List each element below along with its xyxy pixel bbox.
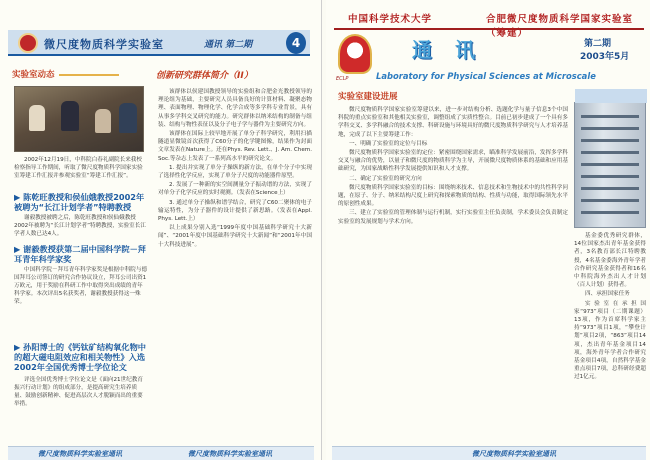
building-window-row (581, 163, 639, 166)
photo-person (61, 101, 79, 131)
paragraph: 该群体在国际上较早地开展了单分子科学研究，利用扫描隧道显微镜首次获得了C60分子的化学键图像，结果作为封面文章发表在Nature上。还在Phys. Rev. Lett.、J. Am. Chem. Soc.等杂志上发表了一系列高水平的研究论文。 (158, 131, 312, 162)
emblem-caption: ECLP (336, 76, 349, 82)
news-body: 评选全国优秀博士学位论文是《面向21世纪教育振兴行动计划》的组成部分，是提高研究生培养质量、鼓励创新精神、促进高层次人才脱颖而出的重要举措。 (14, 377, 143, 407)
photo-person (119, 103, 137, 133)
university-name: 中国科学技术大学 (348, 14, 433, 25)
right-column-body (574, 232, 646, 383)
left-header-band (8, 30, 310, 56)
news-title: ▶ 陈乾旺教授和侯仙娥教授2002年被聘为“长江计划学者”特聘教授 (14, 192, 145, 212)
photo-person (29, 105, 45, 131)
right-page (326, 0, 650, 460)
left-footer (8, 446, 314, 460)
lab-logo-icon (18, 33, 38, 53)
issue-date: 2003年5月 (580, 52, 630, 62)
lab-building-photo (574, 102, 646, 228)
construction-body (338, 106, 568, 227)
left-header-issue: 通讯 第二期 (204, 40, 253, 50)
building-window-row (581, 175, 639, 178)
news-title: ▶ 孙阳博士的《钙钛矿结构氧化物中的超大磁电阻效应和相关物性》入选2002年全国优秀博士学位论文 (14, 342, 146, 372)
photo-person (95, 109, 111, 133)
right-footer (332, 446, 646, 460)
issue-label: 第二期 (584, 39, 612, 49)
paragraph: 基金委优秀研究群体，14位国家杰出青年基金获得者，3名教育部长江特聘教授，4名基金委海外青年学者合作研究基金获得者和16名中科院海外杰出人才计划（百人计划）获得者。 (574, 233, 646, 289)
left-header-title: 微尺度物质科学实验室 (44, 38, 164, 51)
section-title-lab-news (12, 68, 119, 82)
paragraph: 3. 通过单分子操纵和谱学结合，研究了C60二聚体的电子输运特性，为分子器件的设计提供了新思路。（发表在Appl. Phys. Lett.上） (158, 199, 312, 223)
left-footer-text: 微尺度物质科学实验室通讯 (38, 450, 122, 458)
photo-sky (575, 89, 647, 103)
lab-emblem-icon (338, 34, 372, 74)
section-title-construction (338, 90, 568, 102)
paragraph: 2. 发展了一种新的实空间测量分子振动谱的方法，实现了对单分子化学反应的实时观测。（发表在Science上） (158, 182, 312, 197)
right-header-top (334, 6, 644, 39)
lab-name: 合肥微尺度物质科学国家实验室（筹建） (486, 14, 634, 39)
right-footer-text: 微尺度物质科学实验室通讯 (472, 450, 556, 458)
building-window-row (581, 199, 639, 202)
section-title-text: 实验室动态 (12, 70, 55, 80)
paragraph: 三、建立了实验室的管理体制与运行机制，实行实验室主任负责制，学术委员会负责制定实验室的发展规划与学术方向。 (338, 210, 568, 225)
news-title: ▶ 谢毅教授获第二届中国科学院－拜耳青年科学家奖 (14, 244, 146, 264)
paragraph: 微尺度物质科学国家实验室的定位：紧密围绕国家需求，瞄准科学发展前沿，发挥多学科交叉与融合的优势，以量子和微尺度的物质科学为主导，开展微尺度物质体系的基础和应用基础研究，为国家战略性科学发展提供知识和人才支撑。 (338, 150, 568, 173)
paragraph: 二、确定了实验室的研究方向 (349, 175, 422, 182)
paragraph: 以上成果分别入选“1999年度中国基础科学研究十大新闻”、“2001年度中国基础科学研究十大新闻”和“2001年中国十大科技进展”。 (158, 225, 312, 248)
building-window-row (581, 115, 639, 118)
building-window-row (581, 211, 639, 214)
english-title: Laboratory for Physical Sciences at Microscale (376, 71, 596, 81)
building-window-row (581, 127, 639, 130)
section-underline (59, 74, 119, 76)
paragraph: 该群体以侯建国教授领导的实验组和合肥金光教授领导的理论组为基础，主要研究人员具备良好的计算材料、凝聚态物理、表面物理、物理化学、化学合成等多学科专业背景，具有从事多学科交叉研究的能力。研究群体以纳米结构的制备与组装、结构与物性表征以及分子电子学与器件为主要研究方向。 (158, 89, 312, 128)
section-title-text: 实验室建设进展 (338, 92, 398, 102)
building-window-row (581, 187, 639, 190)
left-page (0, 0, 322, 460)
news-body: 谢毅教授被聘之后，陈乾旺教授和侯仙娥教授2002年被聘为“长江计划学者”特聘教授，实验室长江学者人数已达4人。 (14, 215, 146, 237)
paragraph: 四、承担国家任务 (585, 291, 630, 298)
meeting-photo (14, 86, 144, 152)
photo-caption: 2002年12月19日，中科院白春礼副院长来我校检察指导工作期间，听取了微尺度物质科学国家实验室筹建工作汇报并参观实验室“筹建工作汇报”。 (14, 157, 143, 179)
group-intro-title: 创新研究群体简介（II） (156, 71, 253, 81)
newsletter-title: 通 讯 (412, 38, 483, 62)
paragraph: 1. 提出并实现了单分子操纵的新方法，在单个分子中实现了选择性化学反应，实现了单分子尺度的功能器件原型。 (158, 164, 312, 180)
building-window-row (581, 139, 639, 142)
group-intro-body (158, 88, 312, 250)
middle-footer-text: 微尺度物质科学实验室通讯 (188, 450, 272, 458)
paragraph: 实验室在承担国家“973”项目（二期课题）13项，作为首席科学家主持“973”项目1项，“攀登计划”项目2项，“863”项目14项，杰出青年基金项目14项，海外青年学者合作研究基金项目4项，自然科学基金重点项目7项，总科研经费超过1亿元。 (574, 300, 646, 381)
news-body: 中国科学院－拜耳青年科学家奖是根据中科院与德国拜耳公司签订的研究合作协议设立，拜耳公司出资1万欧元，用于奖励在科研工作中取得突出成绩的青年科学家。本次评出5名获奖者，谢毅教授获得这一殊荣。 (14, 267, 148, 305)
building-window-row (581, 151, 639, 154)
paragraph: 微尺度物质科学国家实验室筹建以来，进一步对结构分析、选题化学与量子信息3个中国科院的重点实验室和其他相关实验室，调整组成了实质性整合。目前已初步建成了一个具有多学科交叉、多学科融合的技术支撑、科研设施与环境具好的微尺度物质科学研究与人才培养基地，完成了以下主要筹建工作： (338, 107, 568, 138)
page-number: 4 (286, 32, 306, 54)
paragraph: 微尺度物质科学国家实验室的目标：围绕纳米技术、信息技术和生物技术中的共性科学问题，在原子、分子、纳米结构尺度上研究和探索物质的结构、性质与功能，取得国际领先水平的原创性成果。 (338, 184, 568, 208)
paragraph: 一、明确了实验室的定位与目标 (349, 140, 428, 147)
